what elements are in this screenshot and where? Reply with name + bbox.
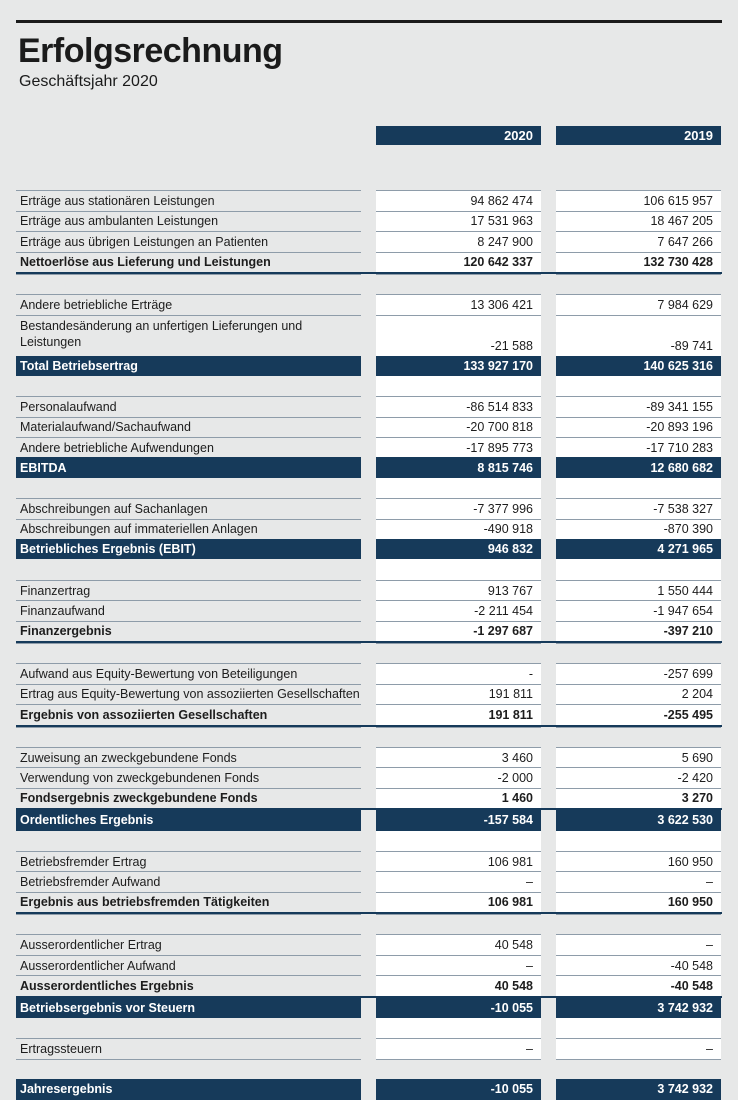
spacer-cell [376,478,541,498]
value-2020: -86 514 833 [376,396,541,416]
value-2020: 120 642 337 [376,252,541,272]
table-row [16,315,722,356]
row-label: Ordentliches Ergebnis [16,810,361,830]
value-2020: 17 531 963 [376,211,541,231]
value-2020: – [376,1038,541,1058]
row-label: Ausserordentlicher Aufwand [16,955,361,975]
value-2019: 12 680 682 [556,457,721,477]
value-2020: 40 548 [376,975,541,995]
table-row [16,600,722,620]
value-2020: -10 055 [376,1079,541,1099]
value-2019: -40 548 [556,955,721,975]
value-2020: – [376,871,541,891]
value-2019: 4 271 965 [556,539,721,559]
row-label: Ausserordentlicher Ertrag [16,934,361,954]
subtotal-row [16,788,722,810]
spacer-cell [376,914,541,934]
value-2019: 160 950 [556,851,721,871]
spacer-cell [16,1059,361,1079]
value-2020: -1 297 687 [376,621,541,641]
row-label: Finanzaufwand [16,600,361,620]
column-header-2019: 2019 [556,126,721,145]
value-2019: 18 467 205 [556,211,721,231]
subtotal-row [16,252,722,274]
row-label: Finanzergebnis [16,621,361,641]
value-2020: 191 811 [376,684,541,704]
value-2019: -2 420 [556,767,721,787]
spacer-cell [376,727,541,747]
table-row [16,519,722,539]
row-label: Zuweisung an zweckgebundene Fonds [16,747,361,767]
spacer-row [16,559,722,579]
top-rule [16,20,722,23]
table-row [16,417,722,437]
row-label: Betriebsergebnis vor Steuern [16,998,361,1018]
row-label: Andere betriebliche Aufwendungen [16,437,361,457]
value-2020: 8 815 746 [376,457,541,477]
row-label: Andere betriebliche Erträge [16,294,361,314]
row-label: Betriebsfremder Aufwand [16,871,361,891]
spacer-row [16,831,722,851]
spacer-cell [376,831,541,851]
spacer-cell [556,274,721,294]
value-2020: – [376,955,541,975]
value-2020: 3 460 [376,747,541,767]
table-row [16,294,722,314]
value-2019: -17 710 283 [556,437,721,457]
table-row [16,211,722,231]
column-header-2020: 2020 [376,126,541,145]
value-2019: – [556,1038,721,1058]
total-row [16,539,722,559]
row-label: Abschreibungen auf immateriellen Anlagen [16,519,361,539]
table-row [16,1038,722,1058]
row-label: Betriebliches Ergebnis (EBIT) [16,539,361,559]
row-label: Erträge aus stationären Leistungen [16,190,361,210]
value-2019: 132 730 428 [556,252,721,272]
row-label: Materialaufwand/Sachaufwand [16,417,361,437]
spacer-cell [16,1018,361,1038]
row-label: Nettoerlöse aus Lieferung und Leistungen [16,252,361,272]
spacer-cell [16,643,361,663]
value-2019: -257 699 [556,663,721,683]
page-title: Erfolgsrechnung [18,32,283,70]
value-2019: -89 341 155 [556,396,721,416]
value-2019: 2 204 [556,684,721,704]
spacer-cell [556,914,721,934]
total-row [16,457,722,477]
row-label: Bestandesänderung an unfertigen Lieferungen und Leistungen [16,315,361,356]
spacer-row [16,914,722,934]
value-2020: 106 981 [376,892,541,912]
subtotal-row [16,892,722,914]
page-subtitle: Geschäftsjahr 2020 [19,73,158,90]
spacer-cell [16,274,361,294]
table-row [16,396,722,416]
row-label: Erträge aus übrigen Leistungen an Patienten [16,231,361,251]
spacer-cell [376,376,541,396]
spacer-cell [376,643,541,663]
row-label: EBITDA [16,457,361,477]
value-2019: -870 390 [556,519,721,539]
value-2020: 913 767 [376,580,541,600]
value-2020: -21 588 [376,315,541,356]
table-row [16,747,722,767]
spacer-cell [556,1018,721,1038]
value-2020: 946 832 [376,539,541,559]
subtotal-row [16,975,722,997]
value-2020: 8 247 900 [376,231,541,251]
table-row [16,663,722,683]
value-2019: -1 947 654 [556,600,721,620]
value-2020: -490 918 [376,519,541,539]
value-2019: -397 210 [556,621,721,641]
subtotal-row [16,621,722,643]
spacer-cell [376,1018,541,1038]
spacer-cell [556,478,721,498]
spacer-cell [556,170,721,190]
table-row [16,190,722,210]
subtotal-row [16,704,722,726]
spacer-cell [16,559,361,579]
spacer-cell [16,914,361,934]
value-2019: 140 625 316 [556,356,721,376]
spacer-cell [16,376,361,396]
table-row [16,955,722,975]
spacer-cell [376,559,541,579]
value-2019: 7 647 266 [556,231,721,251]
value-2020: -7 377 996 [376,498,541,518]
value-2019: – [556,871,721,891]
spacer-cell [16,478,361,498]
value-2019: -255 495 [556,704,721,724]
spacer-cell [376,170,541,190]
value-2020: - [376,663,541,683]
spacer-row [16,170,722,190]
value-2019: -89 741 [556,315,721,356]
total-row [16,356,722,376]
table-row [16,684,722,704]
spacer-cell [376,1059,541,1079]
table-row [16,498,722,518]
row-label: Personalaufwand [16,396,361,416]
spacer-cell [556,643,721,663]
spacer-cell [16,170,361,190]
value-2020: -157 584 [376,810,541,830]
value-2020: -17 895 773 [376,437,541,457]
total-row [16,1079,722,1099]
value-2019: 3 270 [556,788,721,808]
value-2019: 1 550 444 [556,580,721,600]
table-row [16,231,722,251]
value-2019: 7 984 629 [556,294,721,314]
row-label: Aufwand aus Equity-Bewertung von Beteiligungen [16,663,361,683]
value-2019: 3 622 530 [556,810,721,830]
value-2020: -2 211 454 [376,600,541,620]
row-label: Verwendung von zweckgebundenen Fonds [16,767,361,787]
value-2020: 106 981 [376,851,541,871]
value-2019: 3 742 932 [556,1079,721,1099]
value-2020: -2 000 [376,767,541,787]
value-2020: 40 548 [376,934,541,954]
row-label: Ergebnis aus betriebsfremden Tätigkeiten [16,892,361,912]
row-label: Ertrag aus Equity-Bewertung von assoziierten Gesellschaften [16,684,361,704]
row-label: Fondsergebnis zweckgebundene Fonds [16,788,361,808]
value-2019: -20 893 196 [556,417,721,437]
row-label: Total Betriebsertrag [16,356,361,376]
row-label: Jahresergebnis [16,1079,361,1099]
total-row [16,998,722,1018]
spacer-row [16,376,722,396]
spacer-cell [556,831,721,851]
row-label: Betriebsfremder Ertrag [16,851,361,871]
value-2019: 106 615 957 [556,190,721,210]
row-label: Ertragssteuern [16,1038,361,1058]
value-2019: 3 742 932 [556,998,721,1018]
spacer-row [16,1059,722,1079]
spacer-cell [556,727,721,747]
value-2020: 1 460 [376,788,541,808]
row-label: Erträge aus ambulanten Leistungen [16,211,361,231]
value-2020: 133 927 170 [376,356,541,376]
value-2020: 13 306 421 [376,294,541,314]
table-row [16,871,722,891]
value-2020: 94 862 474 [376,190,541,210]
spacer-cell [16,831,361,851]
spacer-cell [556,1059,721,1079]
value-2019: – [556,934,721,954]
table-row [16,437,722,457]
value-2020: -20 700 818 [376,417,541,437]
row-label: Abschreibungen auf Sachanlagen [16,498,361,518]
spacer-row [16,727,722,747]
table-row [16,767,722,787]
spacer-cell [556,376,721,396]
total-row [16,810,722,830]
spacer-row [16,643,722,663]
row-label: Ausserordentliches Ergebnis [16,975,361,995]
value-2019: -7 538 327 [556,498,721,518]
table-row [16,580,722,600]
spacer-cell [376,274,541,294]
table-row [16,934,722,954]
row-label: Finanzertrag [16,580,361,600]
row-label: Ergebnis von assoziierten Gesellschaften [16,704,361,724]
spacer-row [16,478,722,498]
value-2019: 5 690 [556,747,721,767]
income-statement-table [16,170,722,1100]
spacer-row [16,274,722,294]
value-2019: 160 950 [556,892,721,912]
value-2020: 191 811 [376,704,541,724]
table-row [16,851,722,871]
value-2020: -10 055 [376,998,541,1018]
spacer-row [16,1018,722,1038]
value-2019: -40 548 [556,975,721,995]
spacer-cell [16,727,361,747]
spacer-cell [556,559,721,579]
